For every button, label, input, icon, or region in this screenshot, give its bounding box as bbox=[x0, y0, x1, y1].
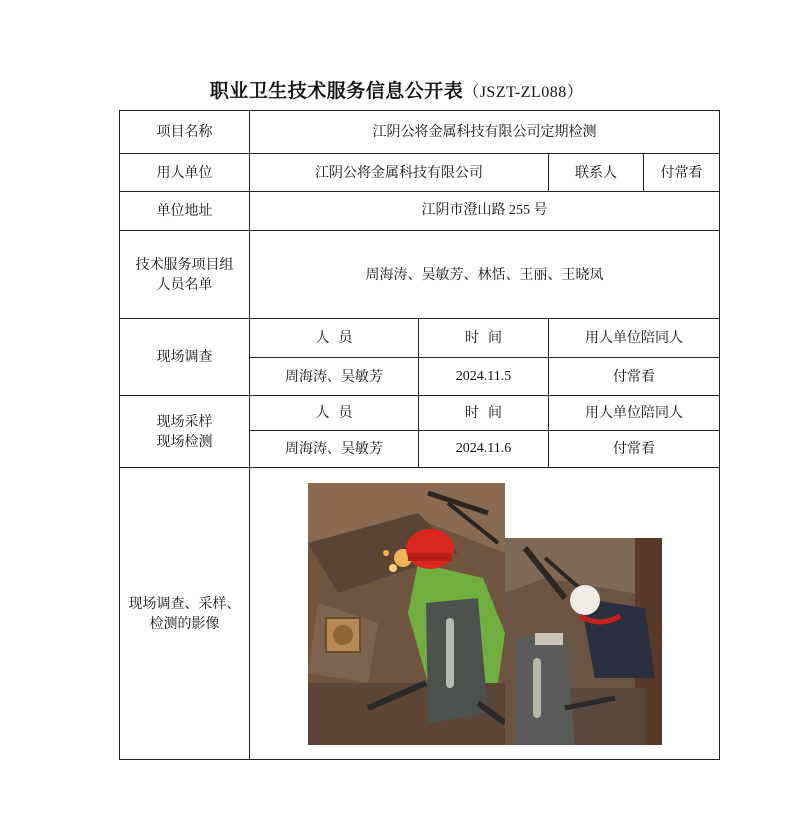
images-label-line2: 检测的影像 bbox=[149, 615, 220, 632]
row-employer bbox=[120, 154, 720, 192]
sampling-personnel: 周海涛、吴敏芳 bbox=[250, 431, 419, 468]
row-project-name bbox=[120, 111, 720, 154]
row-address bbox=[120, 192, 720, 231]
survey-time: 2024.11.5 bbox=[419, 358, 549, 396]
photo-crouching-worker bbox=[505, 538, 662, 745]
photo-grinding-worker bbox=[308, 483, 505, 745]
page-title bbox=[0, 76, 793, 103]
images-label bbox=[120, 468, 250, 760]
survey-label: 现场调查 bbox=[120, 319, 250, 396]
survey-col-escort: 用人单位陪同人 bbox=[549, 319, 720, 358]
info-table bbox=[119, 110, 720, 760]
employer-label: 用人单位 bbox=[120, 154, 250, 192]
address-value: 江阴市澄山路 255 号 bbox=[250, 192, 720, 231]
sampling-time: 2024.11.6 bbox=[419, 431, 549, 468]
team-label-line1: 技术服务项目组 bbox=[135, 256, 234, 273]
employer-value: 江阴公将金属科技有限公司 bbox=[250, 154, 549, 192]
sampling-label bbox=[120, 396, 250, 468]
title-main: 职业卫生技术服务信息公开表 bbox=[209, 80, 464, 102]
sampling-col-personnel: 人 员 bbox=[250, 396, 419, 431]
contact-label: 联系人 bbox=[549, 154, 644, 192]
row-survey-header bbox=[120, 319, 720, 358]
survey-personnel: 周海涛、吴敏芳 bbox=[250, 358, 419, 396]
contact-value: 付常看 bbox=[644, 154, 720, 192]
survey-col-time: 时 间 bbox=[419, 319, 549, 358]
sampling-col-time: 时 间 bbox=[419, 396, 549, 431]
images-cell bbox=[250, 468, 720, 760]
team-label-line2: 人员名单 bbox=[156, 276, 213, 293]
title-code: （JSZT-ZL088） bbox=[463, 84, 584, 101]
row-sampling-header bbox=[120, 396, 720, 431]
row-images bbox=[120, 468, 720, 760]
survey-col-personnel: 人 员 bbox=[250, 319, 419, 358]
sampling-label-line2: 现场检测 bbox=[156, 433, 213, 450]
project-name-value: 江阴公将金属科技有限公司定期检测 bbox=[250, 111, 720, 154]
sampling-escort: 付常看 bbox=[549, 431, 720, 468]
sampling-col-escort: 用人单位陪同人 bbox=[549, 396, 720, 431]
address-label: 单位地址 bbox=[120, 192, 250, 231]
images-label-line1: 现场调查、采样、 bbox=[128, 595, 241, 612]
team-label bbox=[120, 231, 250, 319]
row-team bbox=[120, 231, 720, 319]
photo-collage bbox=[308, 483, 662, 745]
sampling-label-line1: 现场采样 bbox=[156, 413, 213, 430]
survey-escort: 付常看 bbox=[549, 358, 720, 396]
project-name-label: 项目名称 bbox=[120, 111, 250, 154]
team-value: 周海涛、吴敏芳、林恬、王丽、王晓凤 bbox=[250, 231, 720, 319]
